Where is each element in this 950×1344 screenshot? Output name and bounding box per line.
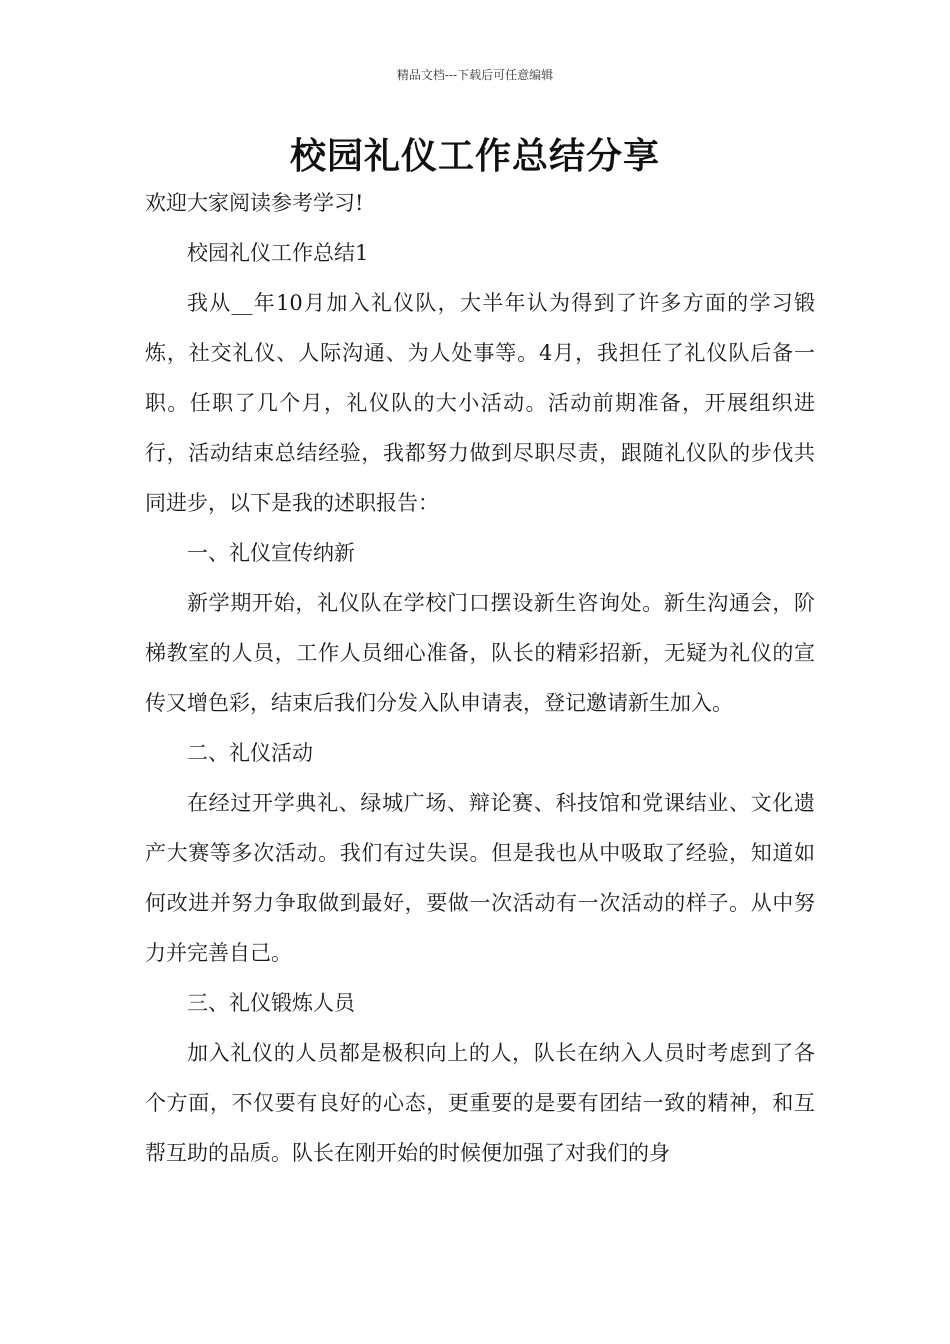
section-heading: 校园礼仪工作总结1 (187, 241, 369, 265)
body-paragraph: 新学期开始，礼仪队在学校门口摆设新生咨询处。新生沟通会，阶梯教室的人员，工作人员细心准备，队长的精彩招新，无疑为礼仪的宣传又增色彩，结束后我们分发入队申请表，登记邀请新生加入。 (145, 591, 815, 715)
section-heading: 二、礼仪活动 (187, 741, 313, 765)
document-body (145, 178, 815, 1178)
intro-paragraph: 欢迎大家阅读参考学习! (145, 191, 364, 215)
body-paragraph: 在经过开学典礼、绿城广场、辩论赛、科技馆和党课结业、文化遗产大赛等多次活动。我们有过失误。但是我也从中吸取了经验，知道如何改进并努力争取做到最好，要做一次活动有一次活动的样子。从中努力并完善自己。 (145, 791, 815, 965)
body-paragraph: 我从__年10月加入礼仪队，大半年认为得到了许多方面的学习锻炼，社交礼仪、人际沟通、为人处事等。4月，我担任了礼仪队后备一职。任职了几个月，礼仪队的大小活动。活动前期准备，开展组织进行，活动结束总结经验，我都努力做到尽职尽责，跟随礼仪队的步伐共同进步，以下是我的述职报告： (145, 291, 815, 515)
section-heading: 一、礼仪宣传纳新 (187, 541, 355, 565)
body-paragraph: 加入礼仪的人员都是极积向上的人，队长在纳入人员时考虑到了各个方面，不仅要有良好的心态，更重要的是要有团结一致的精神，和互帮互助的品质。队长在刚开始的时候便加强了对我们的身 (145, 1041, 815, 1165)
header-note: 精品文档---下载后可任意编辑 (396, 68, 554, 82)
section-heading: 三、礼仪锻炼人员 (187, 991, 355, 1015)
document-title: 校园礼仪工作总结分享 (289, 136, 660, 177)
